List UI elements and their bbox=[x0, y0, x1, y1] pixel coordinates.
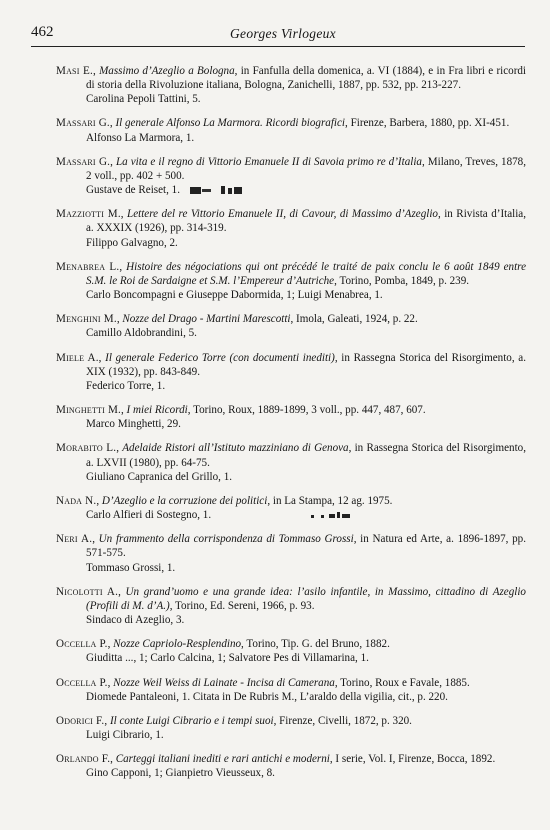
entry-author: Neri A. bbox=[56, 533, 93, 546]
header-rule bbox=[31, 46, 525, 47]
bibliography-entry: Massari G., La vita e il regno di Vittorio Emanuele II di Savoia primo re d’Italia, Milano, Treves, 1878, 2 voll., pp. 402 + 500. Gustave de Reiset, 1. bbox=[56, 155, 527, 197]
bibliography-entry: Miele A., Il generale Federico Torre (con documenti inediti), in Rassegna Storica del Risorgimento, a. XIX (1932), pp. 843-849. Federico Torre, 1. bbox=[56, 351, 527, 392]
ink-smudge bbox=[251, 511, 361, 520]
entry-details: , in Rivista d’Italia, a. XXXIX (1926), pp. 314-319. bbox=[86, 208, 527, 235]
entry-owner: Diomede Pantaleoni, 1. Citata in De Rubris M., L’araldo della vigilia, cit., p. 220. bbox=[86, 690, 448, 703]
bibliography-entry: Menabrea L., Histoire des négociations qui ont précédé le traité de paix conclu le 6 août 1849 entre S.M. le Roi de Sardaigne et S.M. l’Empereur d’Autriche, Torino, Pomba, 1849, p. 239. Carlo Boncompagni e Giuseppe Dabormida, 1; Luigi Menabrea, 1. bbox=[56, 260, 527, 301]
bibliography-entry: Occella P., Nozze Weil Weiss di Lainate - Incisa di Camerana, Torino, Roux e Favale, 1885. Diomede Pantaleoni, 1. Citata in De Rubris M., L’araldo della vigilia, cit., p. 220. bbox=[56, 676, 526, 704]
bibliography-entry: Neri A., Un frammento della corrispondenza di Tommaso Grossi, in Natura ed Arte, a. 1896-1897, pp. 571-575. Tommaso Grossi, 1. bbox=[56, 533, 526, 574]
entry-title: Nozze Weil Weiss di Lainate - Incisa di Camerana bbox=[113, 676, 335, 689]
entry-author: Menabrea L. bbox=[56, 260, 120, 273]
entry-details: , Milano, Treves, 1878, 2 voll., pp. 402 + 500. bbox=[86, 155, 527, 182]
entry-title: Lettere del re Vittorio Emanuele II, di Cavour, di Massimo d’Azeglio bbox=[127, 208, 438, 221]
entry-details: , I serie, Vol. I, Firenze, Bocca, 1892. bbox=[329, 753, 496, 766]
entry-title: Nozze del Drago - Martini Marescotti bbox=[122, 313, 291, 326]
bibliography-entry: Massari G., Il generale Alfonso La Marmora. Ricordi biografici, Firenze, Barbera, 1880, pp. XI-451. Alfonso La Marmora, 1. bbox=[56, 116, 526, 144]
entry-author: Orlando F. bbox=[56, 753, 111, 766]
entry-owner: Gustave de Reiset, 1. bbox=[86, 184, 180, 197]
entry-author: Menghini M. bbox=[56, 313, 117, 326]
entry-title: Adelaide Ristori all’Istituto mazziniano di Genova bbox=[122, 442, 349, 455]
entry-owner: Federico Torre, 1. bbox=[86, 379, 166, 392]
entry-owner: Carlo Boncompagni e Giuseppe Dabormida, 1; Luigi Menabrea, 1. bbox=[86, 288, 383, 301]
entry-details: , Firenze, Civelli, 1872, p. 320. bbox=[273, 715, 412, 727]
entry-details: , Torino, Tip. G. del Bruno, 1882. bbox=[241, 638, 390, 651]
entry-title: Il generale Federico Torre (con documenti inediti) bbox=[105, 351, 335, 364]
entry-author: Massari G. bbox=[56, 117, 110, 130]
bibliography-entry: Mazziotti M., Lettere del re Vittorio Emanuele II, di Cavour, di Massimo d’Azeglio, in Rivista d’Italia, a. XXXIX (1926), pp. 314-319. Filippo Galvagno, 2. bbox=[56, 208, 527, 249]
entry-title: Histoire des négociations qui ont précédé le traité de paix conclu le 6 août 1849 entre S.M. le Roi de Sardaigne et S.M. l’Empereur d’Autriche bbox=[86, 260, 527, 287]
bibliography-list bbox=[56, 64, 526, 791]
bibliography-entry: Nada N., D’Azeglio e la corruzione dei politici, in La Stampa, 12 ag. 1975. Carlo Alfieri di Sostegno, 1. bbox=[56, 494, 393, 522]
page-header bbox=[0, 24, 550, 48]
entry-title: Il generale Alfonso La Marmora. Ricordi biografici bbox=[115, 117, 346, 130]
bibliography-entry: Masi E., Massimo d’Azeglio a Bologna, in Fanfulla della domenica, a. VI (1884), e in Fra libri e ricordi di storia della Rivoluzione italiana, Bologna, Zanichelli, 1887, pp. 532, pp. 213-227. Carolina Pepoli Tattini, 5. bbox=[56, 65, 527, 106]
entry-author: Mazziotti M. bbox=[56, 208, 121, 221]
entry-details: , Imola, Galeati, 1924, p. 22. bbox=[290, 313, 418, 326]
entry-owner: Sindaco di Azeglio, 3. bbox=[86, 613, 185, 626]
entry-title: Carteggi italiani inediti e rari antichi e moderni bbox=[115, 753, 330, 766]
page-number: 462 bbox=[31, 24, 54, 40]
entry-author: Masi E. bbox=[56, 65, 93, 77]
bibliography-entry: Morabito L., Adelaide Ristori all’Istituto mazziniano di Genova, in Rassegna Storica del Risorgimento, a. LXVII (1980), pp. 64-75. Giuliano Capranica del Grillo, 1. bbox=[56, 442, 527, 483]
entry-owner: Giuditta ..., 1; Carlo Calcina, 1; Salvatore Pes di Villamarina, 1. bbox=[86, 652, 369, 665]
bibliography-entry: Orlando F., Carteggi italiani inediti e rari antichi e moderni, I serie, Vol. I, Firenze, Bocca, 1892. Gino Capponi, 1; Gianpietro Vieusseux, 8. bbox=[56, 752, 526, 780]
entry-details: , in Natura ed Arte, a. 1896-1897, pp. 571-575. bbox=[86, 533, 526, 560]
entry-title: Nozze Capriolo-Resplendino bbox=[113, 638, 242, 651]
entry-details: , Torino, Roux e Favale, 1885. bbox=[334, 676, 470, 689]
entry-details: , in Rassegna Storica del Risorgimento, a. XIX (1932), pp. 843-849. bbox=[86, 351, 527, 378]
entry-owner: Carolina Pepoli Tattini, 5. bbox=[86, 93, 201, 106]
entry-title: I miei Ricordi bbox=[126, 404, 188, 417]
entry-author: Minghetti M. bbox=[56, 404, 121, 417]
bibliography-entry: Odorici F., Il conte Luigi Cibrario e i tempi suoi, Firenze, Civelli, 1872, p. 320. Luigi Cibrario, 1. bbox=[56, 714, 526, 742]
entry-details: , Torino, Ed. Sereni, 1966, p. 93. bbox=[169, 599, 315, 612]
entry-title: La vita e il regno di Vittorio Emanuele II di Savoia primo re d’Italia bbox=[115, 155, 422, 168]
entry-owner: Gino Capponi, 1; Gianpietro Vieusseux, 8. bbox=[86, 767, 275, 780]
entry-owner: Tommaso Grossi, 1. bbox=[86, 561, 176, 574]
entry-details: , Torino, Roux, 1889-1899, 3 voll., pp. 447, 487, 607. bbox=[187, 404, 426, 417]
entry-owner: Camillo Aldobrandini, 5. bbox=[86, 327, 197, 340]
entry-author: Nicolotti A. bbox=[56, 585, 119, 598]
entry-author: Morabito L. bbox=[56, 442, 117, 455]
bibliography-entry: Minghetti M., I miei Ricordi, Torino, Roux, 1889-1899, 3 voll., pp. 447, 487, 607. Marco Minghetti, 29. bbox=[56, 403, 526, 431]
entry-author: Miele A. bbox=[56, 351, 99, 364]
entry-details: , Firenze, Barbera, 1880, pp. XI-451. bbox=[345, 117, 510, 130]
entry-details: , in La Stampa, 12 ag. 1975. bbox=[267, 494, 393, 507]
entry-owner: Carlo Alfieri di Sostegno, 1. bbox=[86, 509, 212, 522]
bibliography-entry: Nicolotti A., Un grand’uomo e una grande idea: l’asilo infantile, in Massimo, cittadino di Azeglio (Profili di M. d’A.), Torino, Ed. Sereni, 1966, p. 93. Sindaco di Azeglio, 3. bbox=[56, 585, 526, 626]
bibliography-entry: Menghini M., Nozze del Drago - Martini Marescotti, Imola, Galeati, 1924, p. 22. Camillo Aldobrandini, 5. bbox=[56, 312, 526, 340]
entry-owner: Alfonso La Marmora, 1. bbox=[86, 131, 195, 144]
entry-title: Un frammento della corrispondenza di Tommaso Grossi bbox=[98, 533, 354, 546]
entry-author: Odorici F. bbox=[56, 715, 105, 727]
entry-title: D’Azeglio e la corruzione dei politici bbox=[101, 494, 268, 507]
bibliography-entry: Occella P., Nozze Capriolo-Resplendino, Torino, Tip. G. del Bruno, 1882. Giuditta ..., 1; Carlo Calcina, 1; Salvatore Pes di Villamarina, 1. bbox=[56, 637, 526, 665]
entry-details: , in Rassegna Storica del Risorgimento, a. LXVII (1980), pp. 64-75. bbox=[86, 442, 527, 469]
ink-smudge bbox=[188, 186, 268, 195]
entry-author: Massari G. bbox=[56, 155, 111, 168]
entry-title: Il conte Luigi Cibrario e i tempi suoi bbox=[109, 715, 274, 727]
entry-author: Occella P. bbox=[56, 676, 108, 689]
entry-author: Occella P. bbox=[56, 638, 108, 651]
running-head: Georges Virlogeux bbox=[230, 26, 336, 41]
entry-owner: Giuliano Capranica del Grillo, 1. bbox=[86, 470, 233, 483]
entry-details: , Torino, Pomba, 1849, p. 239. bbox=[334, 274, 470, 287]
entry-details: , in Fanfulla della domenica, a. VI (1884), e in Fra libri e ricordi di storia della Rivoluzione italiana, Bologna, Zanichelli, 1887, pp. 532, pp. 213-227. bbox=[86, 65, 527, 92]
entry-owner: Luigi Cibrario, 1. bbox=[86, 729, 164, 742]
entry-title: Un grand’uomo e una grande idea: l’asilo infantile, in Massimo, cittadino di Azeglio (Profili di M. d’A.) bbox=[86, 585, 526, 612]
entry-owner: Filippo Galvagno, 2. bbox=[86, 236, 178, 249]
entry-author: Nada N. bbox=[56, 494, 97, 507]
entry-owner: Marco Minghetti, 29. bbox=[86, 418, 181, 431]
entry-title: Massimo d’Azeglio a Bologna bbox=[99, 65, 235, 77]
